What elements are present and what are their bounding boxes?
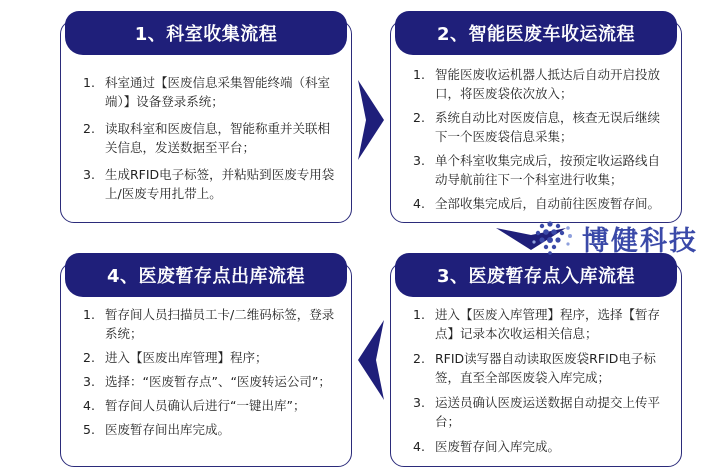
list-item (83, 305, 341, 343)
list-item (413, 108, 671, 146)
step-text: 选择：“医废暂存点”、“医废转运公司”； (105, 374, 331, 389)
step-number: 1. (413, 307, 425, 322)
list-item (83, 396, 341, 415)
step-text: 系统自动比对医废信息，核查无误后继续下一个医废袋信息采集； (435, 110, 661, 144)
list-item (83, 420, 341, 439)
step-number: 4. (83, 398, 95, 413)
list-item (413, 65, 671, 103)
step-number: 4. (413, 439, 425, 454)
panel-4-card (60, 262, 352, 467)
step-number: 2. (413, 351, 425, 366)
panel-3-card (390, 262, 682, 467)
step-text: 读取科室和医废信息，智能称重并关联相关信息，发送数据至平台； (105, 121, 331, 155)
step-text: 智能医废收运机器人抵达后自动开启投放口，将医废袋依次放入； (435, 67, 661, 101)
step-number: 3. (83, 167, 95, 182)
step-number: 4. (413, 196, 425, 211)
step-number: 1. (83, 75, 95, 90)
list-item (83, 119, 341, 157)
step-text: 进入【医废入库管理】程序，选择【暂存点】记录本次收运相关信息； (435, 307, 661, 341)
step-number: 3. (413, 153, 425, 168)
panel-1-title: 1、科室收集流程 (65, 11, 347, 55)
step-text: 暂存间人员扫描员工卡/二维码标签，登录系统； (105, 307, 335, 341)
step-text: RFID读写器自动读取医废袋RFID电子标签，直至全部医废袋入库完成； (435, 351, 656, 385)
step-number: 1. (83, 307, 95, 322)
company-logo (528, 219, 722, 257)
step-number: 3. (83, 374, 95, 389)
list-item (83, 372, 341, 391)
panel-3-steps (391, 305, 681, 462)
step-text: 进入【医废出库管理】程序； (105, 350, 268, 365)
panel-2-card (390, 20, 682, 223)
step-text: 暂存间人员确认后进行“一键出库”； (105, 398, 306, 413)
step-text: 单个科室收集完成后，按预定收运路线自动导航前往下一个科室进行收集； (435, 153, 661, 187)
step-number: 3. (413, 395, 425, 410)
step-text: 科室通过【医废信息采集智能终端（科室端）】设备登录系统； (105, 75, 331, 109)
list-item (83, 348, 341, 367)
panel-1-card (60, 20, 352, 223)
panel-1-steps (61, 73, 351, 211)
list-item (413, 437, 671, 456)
step-text: 医废暂存间入库完成。 (435, 439, 561, 454)
step-number: 5. (83, 422, 95, 437)
list-item (413, 305, 671, 343)
panel-4-title: 4、医废暂存点出库流程 (65, 253, 347, 297)
step-text: 运送员确认医废运送数据自动提交上传平台； (435, 395, 661, 429)
step-number: 2. (83, 350, 95, 365)
step-number: 2. (413, 110, 425, 125)
step-text: 全部收集完成后，自动前往医废暂存间。 (435, 196, 661, 211)
list-item (83, 73, 341, 111)
logo-mark-icon (528, 220, 578, 256)
logo-text: 博健科技 (582, 225, 698, 257)
list-item (413, 349, 671, 387)
list-item (413, 151, 671, 189)
list-item (413, 393, 671, 431)
panel-2-title: 2、智能医废车收运流程 (395, 11, 677, 55)
arrow-right-icon (354, 80, 388, 160)
list-item (413, 194, 671, 213)
panel-4-steps (61, 305, 351, 444)
panel-3-title: 3、医废暂存点入库流程 (395, 253, 677, 297)
step-text: 生成RFID电子标签，并粘贴到医废专用袋上/医废专用扎带上。 (105, 167, 335, 201)
arrow-left-icon (356, 320, 388, 400)
step-text: 医废暂存间出库完成。 (105, 422, 231, 437)
list-item (83, 165, 341, 203)
panel-2-steps (391, 65, 681, 218)
step-number: 1. (413, 67, 425, 82)
step-number: 2. (83, 121, 95, 136)
